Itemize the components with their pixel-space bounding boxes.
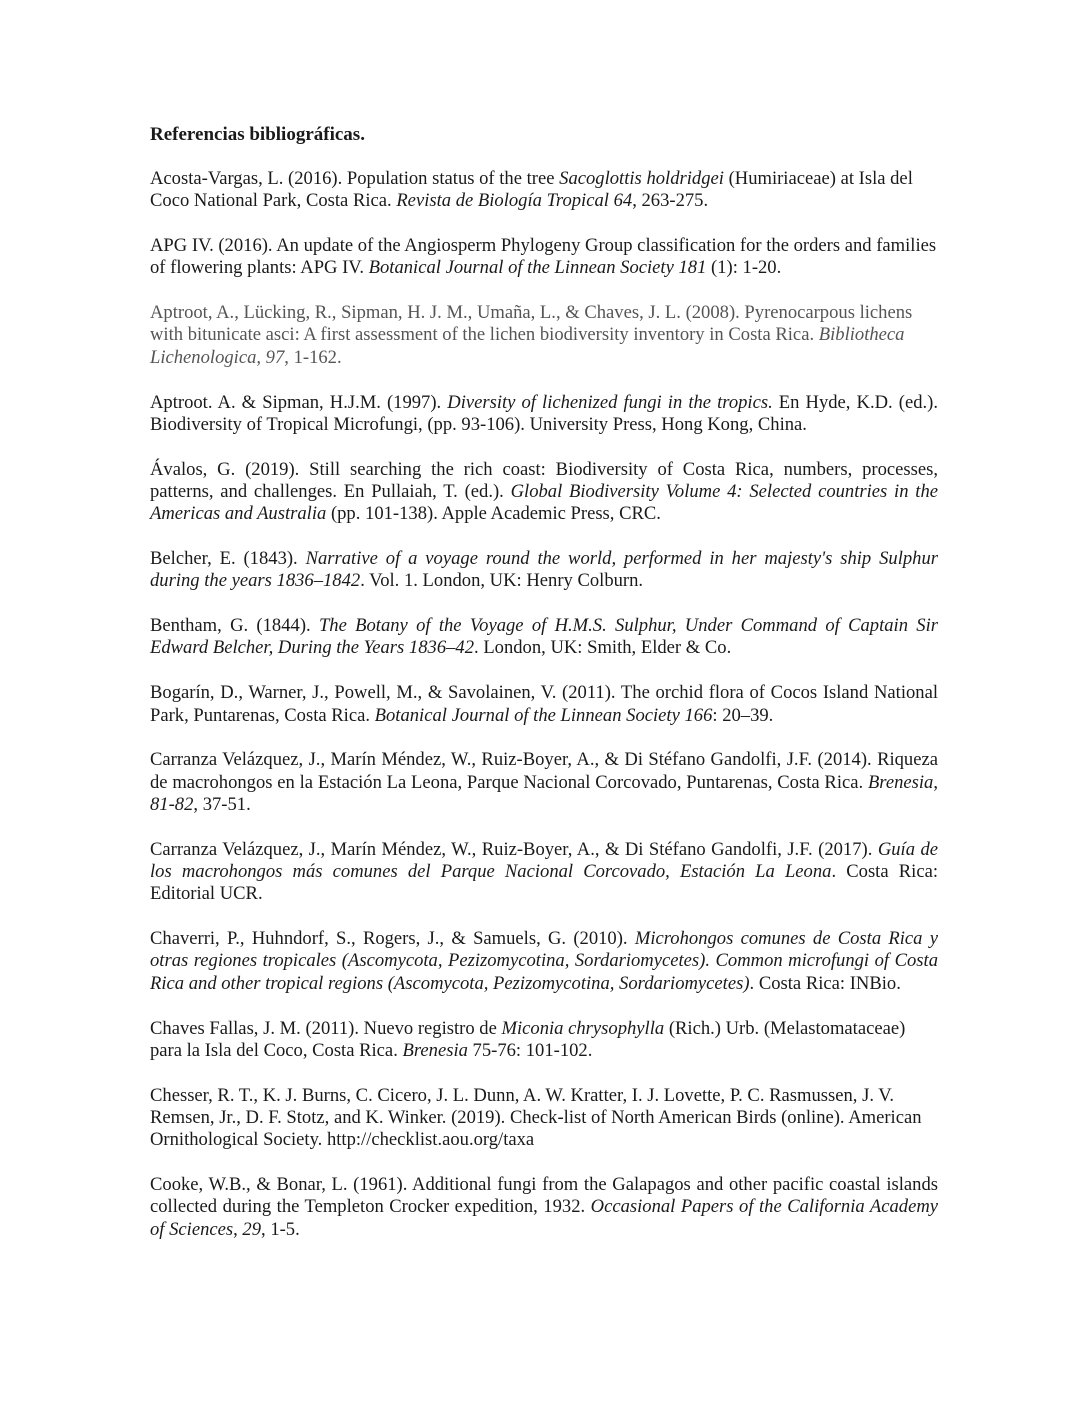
reference-list (150, 168, 938, 1241)
reference-entry (150, 168, 938, 213)
reference-italic-text: Brenesia (402, 1039, 468, 1061)
reference-text: (Humiriaceae) at Isla del Coco National Park, Costa Rica. (150, 168, 913, 212)
reference-text: , 263-275. (632, 190, 709, 212)
reference-entry (150, 235, 938, 280)
reference-italic-text: Botanical Journal of the Linnean Society 166 (374, 704, 713, 726)
reference-text: . Costa Rica: Editorial UCR. (150, 861, 938, 905)
reference-entry (150, 392, 938, 437)
reference-italic-text: Microhongos comunes de Costa Rica y otras regiones tropicales (Ascomycota, Pezizomycotina, Sordariomycetes). Common microfungi of Costa Rica and other tropical regions (Ascomycota, Pezizomycotina, Sordariomycetes) (150, 928, 938, 994)
reference-text: . Vol. 1. London, UK: Henry Colburn. (360, 570, 644, 592)
reference-text: (pp. 101-138). Apple Academic Press, CRC. (326, 503, 661, 525)
reference-text: . Costa Rica: INBio. (749, 972, 901, 994)
reference-text: Bentham, G. (1844). (150, 615, 319, 637)
reference-text: (Rich.) Urb. (Melastomataceae) para la Isla del Coco, Costa Rica. (150, 1017, 906, 1061)
reference-entry (150, 459, 938, 526)
reference-italic-text: Sacoglottis holdridgei (559, 168, 724, 189)
reference-italic-text: 81-82 (150, 793, 194, 815)
reference-text: Chaverri, P., Huhndorf, S., Rogers, J., & Samuels, G. (2010). (150, 928, 635, 950)
reference-text: Aptroot, A., Lücking, R., Sipman, H. J. M., Umaña, L., & Chaves, J. L. (2008). Pyrenocarpous lichens with bitunicate asci: A first assessment of the lichen biodiversity inventory in Costa Rica. (150, 302, 913, 346)
reference-italic-text: Occasional Papers of the California Academy of Sciences (150, 1196, 938, 1240)
reference-text: , (933, 771, 938, 793)
reference-entry (150, 1174, 938, 1241)
reference-text: Ávalos, G. (2019). Still searching the rich coast: Biodiversity of Costa Rica, numbers, processes, patterns, and challenges. En Pullaiah, T. (ed.). (150, 458, 938, 502)
reference-italic-text: 29 (242, 1218, 262, 1240)
reference-text: Carranza Velázquez, J., Marín Méndez, W., Ruiz-Boyer, A., & Di Stéfano Gandolfi, J.F. (2014). Riqueza de macrohongos en la Estación La Leona, Parque Nacional Corcovado, Puntarenas, Costa Rica. (150, 749, 938, 793)
reference-entry (150, 1018, 938, 1063)
reference-text: . London, UK: Smith, Elder & Co. (474, 637, 732, 659)
reference-entry (150, 615, 938, 660)
reference-italic-text: Diversity of lichenized fungi in the tropics. (447, 391, 773, 413)
reference-text: : 20–39. (712, 704, 774, 726)
reference-text: Belcher, E. (1843). (150, 548, 306, 570)
reference-entry (150, 839, 938, 906)
reference-entry (150, 1085, 938, 1152)
reference-italic-text: Bibliotheca Lichenologica, 97 (150, 324, 905, 368)
reference-entry (150, 749, 938, 816)
reference-text: Bogarín, D., Warner, J., Powell, M., & Savolainen, V. (2011). The orchid flora of Cocos Island National Park, Puntarenas, Costa Rica. (150, 682, 938, 726)
reference-italic-text: Guía de los macrohongos más comunes del Parque Nacional Corcovado, Estación La Leona (150, 838, 938, 883)
reference-text: Aptroot. A. & Sipman, H.J.M. (1997). (150, 391, 448, 413)
reference-text: , 1-5. (261, 1218, 300, 1240)
reference-text: , 1-162. (284, 346, 342, 368)
reference-italic-text: The Botany of the Voyage of H.M.S. Sulphur, Under Command of Captain Sir Edward Belcher, During the Years 1836–42 (150, 615, 938, 659)
section-heading: Referencias bibliográficas. (150, 124, 365, 145)
reference-text: Chaves Fallas, J. M. (2011). Nuevo registro de (150, 1017, 502, 1039)
reference-text: 75-76: 101-102. (467, 1039, 593, 1061)
reference-text: Carranza Velázquez, J., Marín Méndez, W., Ruiz-Boyer, A., & Di Stéfano Gandolfi, J.F. (2017). (150, 838, 878, 860)
reference-entry (150, 548, 938, 593)
reference-entry (150, 302, 938, 369)
reference-text: APG IV. (2016). An update of the Angiosperm Phylogeny Group classification for the orders and families of flowering plants: APG IV. (150, 235, 937, 279)
reference-italic-text: Brenesia (867, 771, 934, 793)
reference-text: En Hyde, K.D. (ed.). Biodiversity of Tropical Microfungi, (pp. 93-106). University Press, Hong Kong, China. (150, 391, 938, 435)
reference-text: , (233, 1218, 243, 1240)
reference-italic-text: Global Biodiversity Volume 4: Selected countries in the Americas and Australia (150, 480, 938, 525)
reference-italic-text: Botanical Journal of the Linnean Society 181 (368, 257, 707, 279)
reference-text: Cooke, W.B., & Bonar, L. (1961). Additional fungi from the Galapagos and other pacific coastal islands collected during the Templeton Crocker expedition, 1932. (150, 1174, 938, 1218)
reference-italic-text: Miconia chrysophylla (501, 1017, 665, 1039)
reference-entry (150, 928, 938, 995)
document-page (150, 124, 938, 1263)
reference-text: Acosta-Vargas, L. (2016). Population status of the tree (150, 168, 560, 189)
reference-italic-text: Narrative of a voyage round the world, performed in her majesty's ship Sulphur during the years 1836–1842 (150, 548, 938, 592)
reference-text: , 37-51. (193, 793, 251, 815)
reference-italic-text: Revista de Biología Tropical 64 (396, 190, 633, 212)
reference-text: Chesser, R. T., K. J. Burns, C. Cicero, J. L. Dunn, A. W. Kratter, I. J. Lovette, P. C. Rasmussen, J. V. Remsen, Jr., D. F. Stotz, and K. Winker. (2019). Check-list of North American Birds (online). American Ornithological Society. http://checklist.aou.org/taxa (150, 1084, 922, 1151)
reference-text: (1): 1-20. (706, 257, 782, 279)
reference-entry (150, 682, 938, 727)
